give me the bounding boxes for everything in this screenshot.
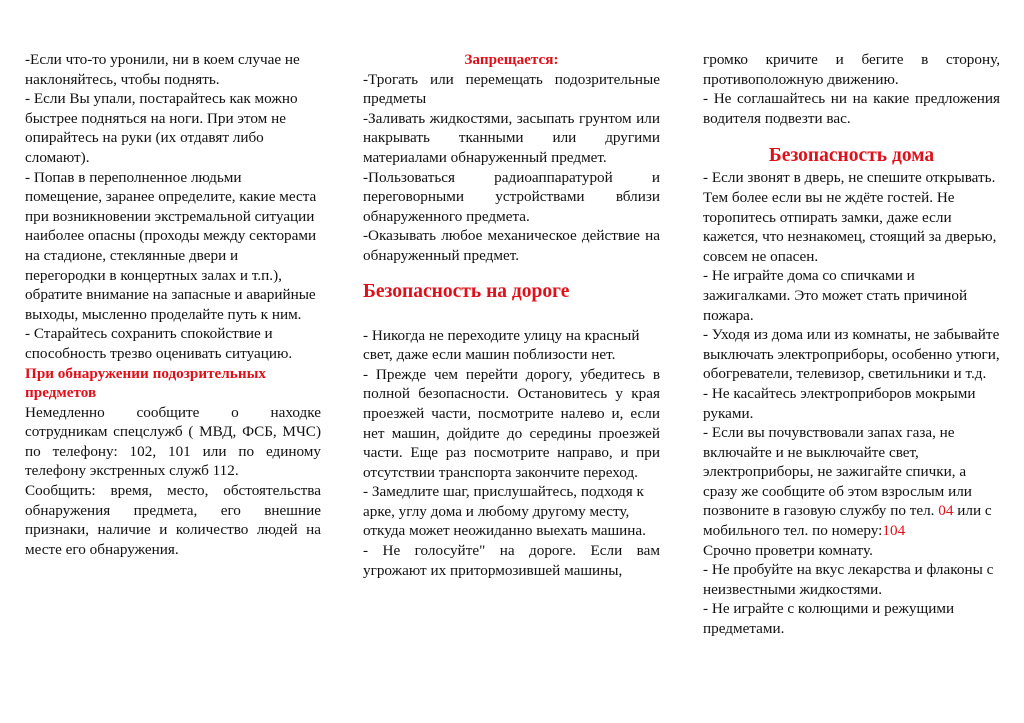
crowd-tip-crowded-room: - Попав в переполненное людьми помещение, заранее определите, какие места при возникновении экстремальной ситуации наиболее опасны (проходы между секторами на стадионе, стеклянные двери и перегородки в концертных залах и т.п.), обратите внимание на запасные и аварийные выходы, мысленно проделайте путь к ним.	[25, 168, 317, 323]
gas-tip-mobile-text: или с мобильного тел. по номеру:	[703, 502, 992, 540]
road-tip-slow-down: - Замедлите шаг, прислушайтесь, подходя к арке, углу дома и любому другому месту, откуда может неожиданно выехать машина.	[363, 483, 646, 540]
home-safety-heading: Безопасность дома	[768, 145, 935, 167]
gas-tip-ventilate: Срочно проветри комнату.	[703, 541, 873, 559]
home-tip-gas	[703, 423, 1000, 560]
column-middle	[363, 50, 660, 580]
crowd-tip-fallen: - Если Вы упали, постарайтесь как можно быстрее подняться на ноги. При этом не опирайтесь на руки (их отдавят либо сломают).	[25, 90, 298, 166]
road-safety-heading: Безопасность на дороге	[363, 280, 570, 302]
forbidden-item-cover: -Заливать жидкостями, засыпать грунтом или накрывать тканными или другими материалами обнаруженный предмет.	[363, 109, 660, 166]
suspicious-report-details: Сообщить: время, место, обстоятельства обнаружения предмета, его внешние признаки, наличие и количество людей на месте его обнаружения.	[25, 482, 321, 558]
road-tip-red-light: - Никогда не переходите улицу на красный свет, даже если машин поблизости нет.	[363, 326, 640, 364]
home-tip-wet-hands: - Не касайтесь электроприборов мокрыми руками.	[703, 384, 976, 422]
road-tip-hitchhiking: - Не голосуйте" на дороге. Если вам угрожают их притормозившей машины,	[363, 542, 660, 579]
forbidden-heading: Запрещается:	[464, 51, 559, 68]
home-tip-sharp-objects: - Не играйте с колющими и режущими предметами.	[703, 600, 955, 638]
road-tip-crossing: - Прежде чем перейти дорогу, убедитесь в полной безопасности. Остановитесь у края проезжей части, посмотрите налево и, если нет машин, дойдите до середины проезжей части. Еще раз посмотрите направо, и при отсутствии транспорта закончите переход.	[363, 365, 660, 481]
home-tip-appliances: - Уходя из дома или из комнаты, не забывайте выключать электроприборы, особенно утюги, обогреватели, телевизор, светильники и т.д.	[703, 326, 1000, 383]
column-left	[25, 50, 321, 559]
crowd-tip-stay-calm: - Старайтесь сохранить спокойствие и способность трезво оценивать ситуацию.	[25, 325, 293, 362]
forbidden-item-touch: -Трогать или перемещать подозрительные предметы	[363, 70, 660, 108]
road-tip-run-away: громко кричите и бегите в сторону, противоположную движению.	[703, 51, 1000, 88]
gas-tip-text: - Если вы почувствовали запах газа, не включайте и не выключайте свет, электроприборы, не зажигайте спички, а сразу же сообщите об этом взрослым или позвоните в газовую службу по тел.	[703, 424, 972, 520]
home-tip-matches: - Не играйте дома со спичками и зажигалками. Это может стать причиной пожара.	[703, 267, 968, 324]
gas-service-number: 04	[938, 502, 954, 520]
road-tip-no-rides: - Не соглашайтесь ни на какие предложения водителя подвезти вас.	[703, 90, 1000, 127]
column-right	[703, 50, 1000, 639]
gas-mobile-number: 104	[882, 522, 906, 540]
crowd-tip-dropped-item: -Если что-то уронили, ни в коем случае не наклоняйтесь, чтобы поднять.	[25, 51, 300, 88]
forbidden-item-radio: -Пользоваться радиоаппаратурой и переговорными устройствами вблизи обнаруженного предмета.	[363, 168, 660, 225]
forbidden-item-mechanical: -Оказывать любое механическое действие на обнаруженный предмет.	[363, 227, 660, 264]
home-tip-door: - Если звонят в дверь, не спешите открывать. Тем более если вы не ждёте гостей. Не торопитесь отпирать замки, даже если кажется, что незнакомец, стоящий за дверью, совсем не опасен.	[703, 169, 997, 265]
suspicious-report-text: Немедленно сообщите о находке сотрудникам спецслужб ( МВД, ФСБ, МЧС) по телефону: 102, 101 или по единому телефону экстренных служб 112.	[25, 403, 321, 480]
home-tip-medicine: - Не пробуйте на вкус лекарства и флаконы с неизвестными жидкостями.	[703, 561, 994, 598]
suspicious-items-heading: При обнаружении подозрительных предметов	[25, 364, 267, 402]
